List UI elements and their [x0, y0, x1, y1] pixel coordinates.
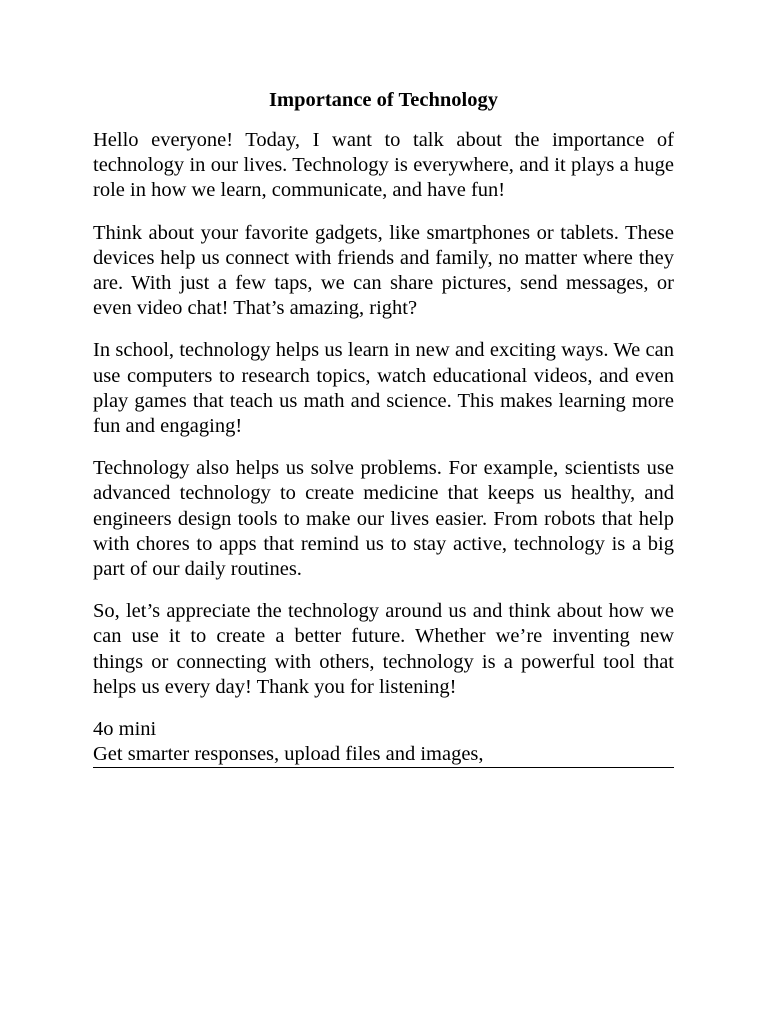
trailing-text: [93, 717, 674, 768]
document-title: Importance of Technology: [269, 89, 498, 111]
document-page: [93, 86, 674, 768]
paragraph-closing: So, let’s appreciate the technology around us and think about how we can use it to create a better future. Whether we’re inventing new things or connecting with others, technology is a powerful tool that helps us every day! Thank you for listening!: [93, 600, 674, 698]
model-label: 4o mini: [93, 718, 157, 741]
upsell-line: Get smarter responses, upload files and images,: [93, 742, 674, 768]
paragraph-gadgets: Think about your favorite gadgets, like smartphones or tablets. These devices help us connect with friends and family, no matter where they are. With just a few taps, we can share pictures, send messages, or even video chat! That’s amazing, right?: [93, 221, 674, 320]
paragraph-problems: Technology also helps us solve problems. For example, scientists use advanced technology to create medicine that keeps us healthy, and engineers design tools to make our lives easier. From robots that help with chores to apps that remind us to stay active, technology is a big part of our daily routines.: [93, 457, 674, 581]
paragraph-school: In school, technology helps us learn in new and exciting ways. We can use computers to research topics, watch educational videos, and even play games that teach us math and science. This makes learning more fun and engaging!: [93, 339, 674, 438]
paragraph-intro: Hello everyone! Today, I want to talk about the importance of technology in our lives. Technology is everywhere, and it plays a huge role in how we learn, communicate, and have fun!: [93, 129, 674, 202]
